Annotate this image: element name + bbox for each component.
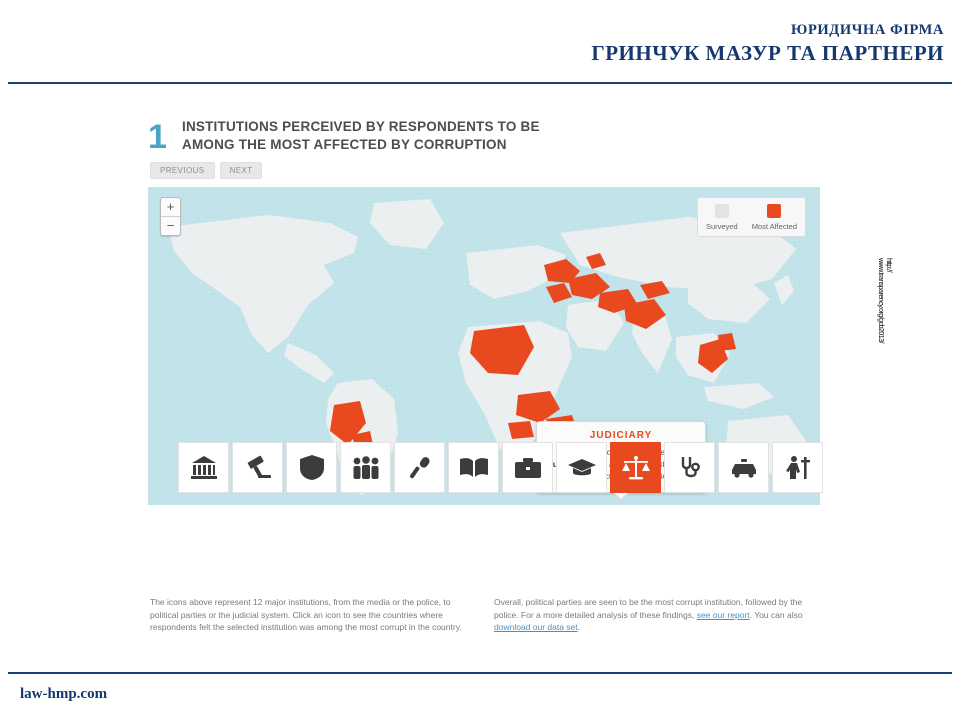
gavel-icon <box>244 455 272 481</box>
icon-cell-people[interactable] <box>340 442 391 493</box>
legend-item-most-affected <box>752 204 797 231</box>
corruption-map-widget <box>148 118 820 648</box>
legend-swatch-surveyed <box>715 204 729 218</box>
shield-icon <box>299 454 325 481</box>
source-url-vertical <box>876 258 892 488</box>
zoom-in-button[interactable]: + <box>161 198 180 217</box>
caption-right-text-1: Overall, political parties are seen to be the most corrupt institution, followed by the police. For a more detailed analysis of these findings, <box>494 597 803 620</box>
police-car-icon <box>729 458 759 478</box>
icon-cell-stethoscope[interactable] <box>664 442 715 493</box>
widget-title-row <box>148 118 820 154</box>
caption-right-text-2: . You can also <box>749 609 803 620</box>
source-url-line-2: www.transparency.org/gcb2013/ <box>877 258 884 343</box>
briefcase-icon <box>514 456 542 480</box>
zoom-out-button[interactable]: − <box>166 218 175 233</box>
icon-cell-briefcase[interactable] <box>502 442 553 493</box>
footer-website: law-hmp.com <box>20 686 108 702</box>
icon-cell-police-car[interactable] <box>718 442 769 493</box>
icon-cell-gavel[interactable] <box>232 442 283 493</box>
caption-right-text-3: . <box>577 622 581 632</box>
next-button[interactable]: NEXT <box>220 162 263 179</box>
firm-line-2: ГРИНЧУК МАЗУР ТА ПАРТНЕРИ <box>591 41 944 65</box>
icon-cell-shield[interactable] <box>286 442 337 493</box>
icon-cell-microphone[interactable] <box>394 442 445 493</box>
source-url-line-1: http:// <box>885 258 892 273</box>
widget-captions <box>150 596 822 634</box>
legend-swatch-most-affected <box>767 204 781 218</box>
previous-button[interactable]: PREVIOUS <box>150 162 215 179</box>
firm-line-1: ЮРИДИЧНА ФІРМА <box>791 22 944 38</box>
institution-icon-bar <box>178 442 823 493</box>
header-divider <box>8 82 952 84</box>
map-zoom-controls[interactable] <box>160 197 181 236</box>
icon-cell-graduation-cap[interactable] <box>556 442 607 493</box>
see-our-report-link[interactable]: see our report <box>696 609 750 620</box>
icon-cell-book[interactable] <box>448 442 499 493</box>
icon-cell-scales[interactable] <box>610 442 661 493</box>
icon-cell-parliament[interactable] <box>178 442 229 493</box>
religion-icon <box>785 455 811 481</box>
icon-cell-religion[interactable] <box>772 442 823 493</box>
legend-label-surveyed: Surveyed <box>706 222 738 231</box>
caption-left: The icons above represent 12 major institutions, from the media or the police, to political parties or the judicial system. Click an icon to see the countries where respondents felt the selected institution was among the most corrupt in the country. <box>150 597 462 632</box>
microphone-icon <box>407 455 433 481</box>
page-title: INSTITUTIONS PERCEIVED BY RESPONDENTS TO BE AMONG THE MOST AFFECTED BY CORRUPTION <box>182 119 540 152</box>
tooltip-title: JUDICIARY <box>589 430 653 441</box>
footer-divider <box>8 672 952 674</box>
people-icon <box>351 455 381 481</box>
legend-item-surveyed <box>706 204 738 231</box>
legend-label-most-affected: Most Affected <box>751 222 797 231</box>
parliament-icon <box>190 455 218 481</box>
download-data-set-link[interactable]: download our data set <box>494 622 578 632</box>
stethoscope-icon <box>678 455 702 481</box>
firm-branding <box>591 22 944 66</box>
book-icon <box>459 456 489 480</box>
widget-nav <box>150 162 820 179</box>
scales-icon <box>621 455 651 481</box>
slide-header <box>0 0 960 84</box>
graduation-cap-icon <box>567 457 597 479</box>
slide-number: 1 <box>148 118 167 156</box>
map-legend <box>697 197 806 237</box>
caption-right <box>494 596 812 634</box>
